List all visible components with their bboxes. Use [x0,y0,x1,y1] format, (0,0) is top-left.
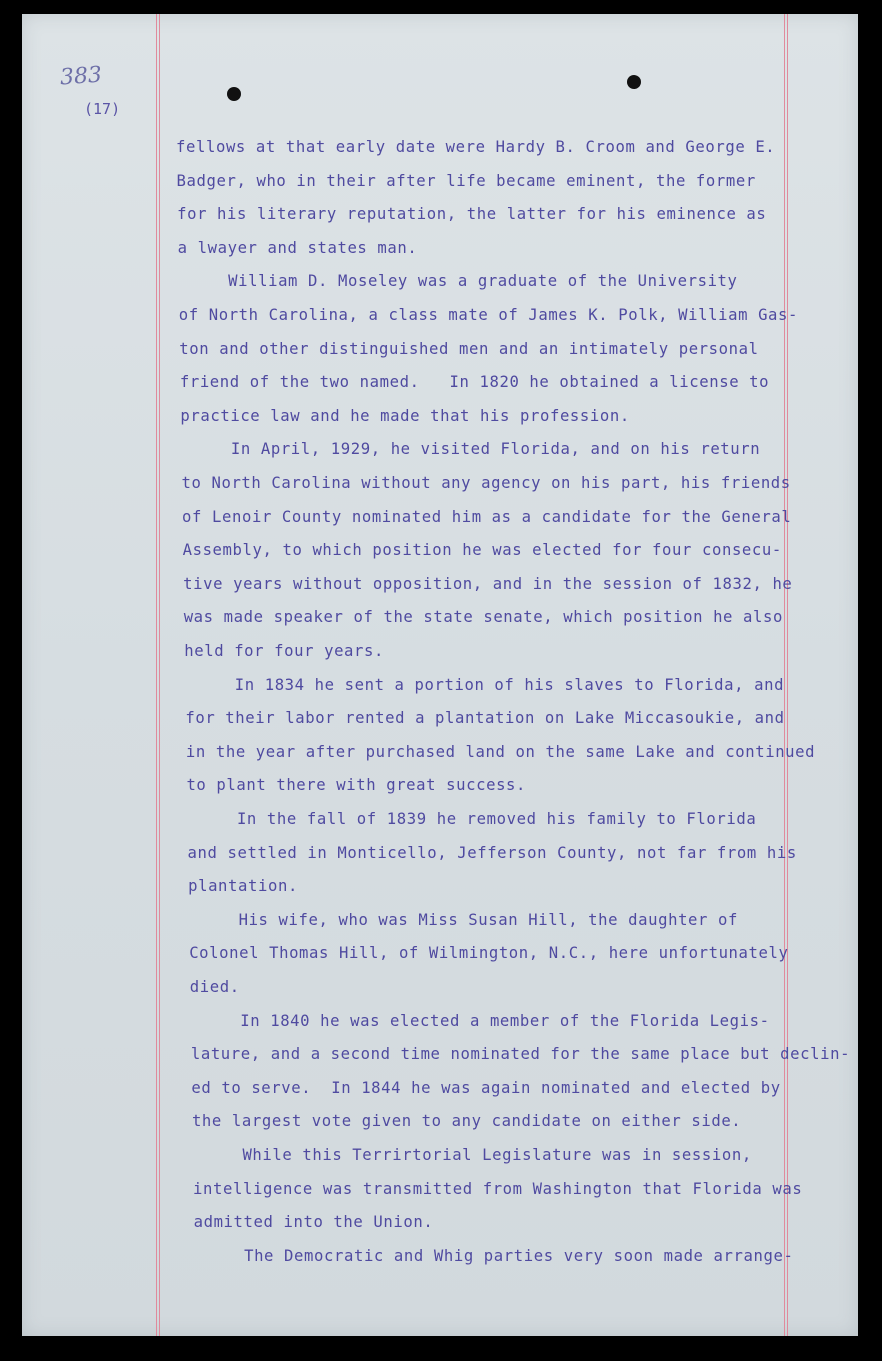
text-line: friend of the two named. In 1820 he obtained a license to [179,373,770,392]
text-line: of Lenoir County nominated him as a candidate for the General [182,507,792,526]
left-margin-rule-2 [159,14,160,1336]
text-line: tive years without opposition, and in the session of 1832, he [183,574,793,593]
text-line: In 1840 he was elected a member of the Florida Legis- [190,1011,770,1030]
text-line: the largest vote given to any candidate on either side. [191,1112,742,1131]
text-line: admitted into the Union. [193,1213,434,1232]
right-margin-rule [784,14,785,1336]
text-line: plantation. [188,877,298,896]
text-line: Colonel Thomas Hill, of Wilmington, N.C., here unfortunately [189,944,789,963]
folio-mark: 383 [59,62,103,91]
text-line: Badger, who in their after life became eminent, the former [176,171,756,190]
page-number: (17) [84,100,121,118]
text-line: to plant there with great success. [186,776,527,795]
text-line: intelligence was transmitted from Washington that Florida was [193,1179,803,1198]
text-line: was made speaker of the state senate, which position he also [183,608,783,627]
document-page [22,14,858,1336]
text-line: lature, and a second time nominated for the same place but declin- [190,1045,851,1064]
text-line: His wife, who was Miss Susan Hill, the daughter of [188,910,738,929]
text-line: William D. Moseley was a graduate of the University [178,272,738,291]
text-line: ton and other distinguished men and an intimately personal [179,339,759,358]
text-line: practice law and he made that his profession. [180,406,630,425]
text-line: and settled in Monticello, Jefferson County, not far from his [187,843,797,862]
text-line: fellows at that early date were Hardy B. Croom and George E. [176,138,776,156]
punch-hole-right [627,75,641,89]
text-line: In 1834 he sent a portion of his slaves to Florida, and [184,675,785,694]
text-line: In April, 1929, he visited Florida, and on his return [180,440,761,459]
text-line: Assembly, to which position he was elected for four consecu- [182,541,782,560]
right-margin-rule-2 [787,14,788,1336]
text-line: While this Terrirtorial Legislature was in session, [192,1146,752,1164]
punch-hole-left [227,87,241,101]
text-line: for their labor rented a plantation on Lake Miccasoukie, and [185,709,785,728]
left-margin-rule [156,14,157,1336]
text-line: ed to serve. In 1844 he was again nominated and elected by [191,1078,781,1097]
text-line: held for four years. [184,642,385,660]
text-line: In the fall of 1839 he removed his family to Florida [187,810,757,828]
text-line: for his literary reputation, the latter for his eminence as [177,205,767,224]
text-line: of North Carolina, a class mate of James K. Polk, William Gas- [178,306,799,324]
text-line: to North Carolina without any agency on his part, his friends [181,474,791,492]
text-line: died. [189,978,240,996]
text-line: The Democratic and Whig parties very soon made arrange- [194,1246,794,1265]
text-line: a lwayer and states man. [177,238,418,257]
text-line: in the year after purchased land on the same Lake and continued [185,742,816,761]
